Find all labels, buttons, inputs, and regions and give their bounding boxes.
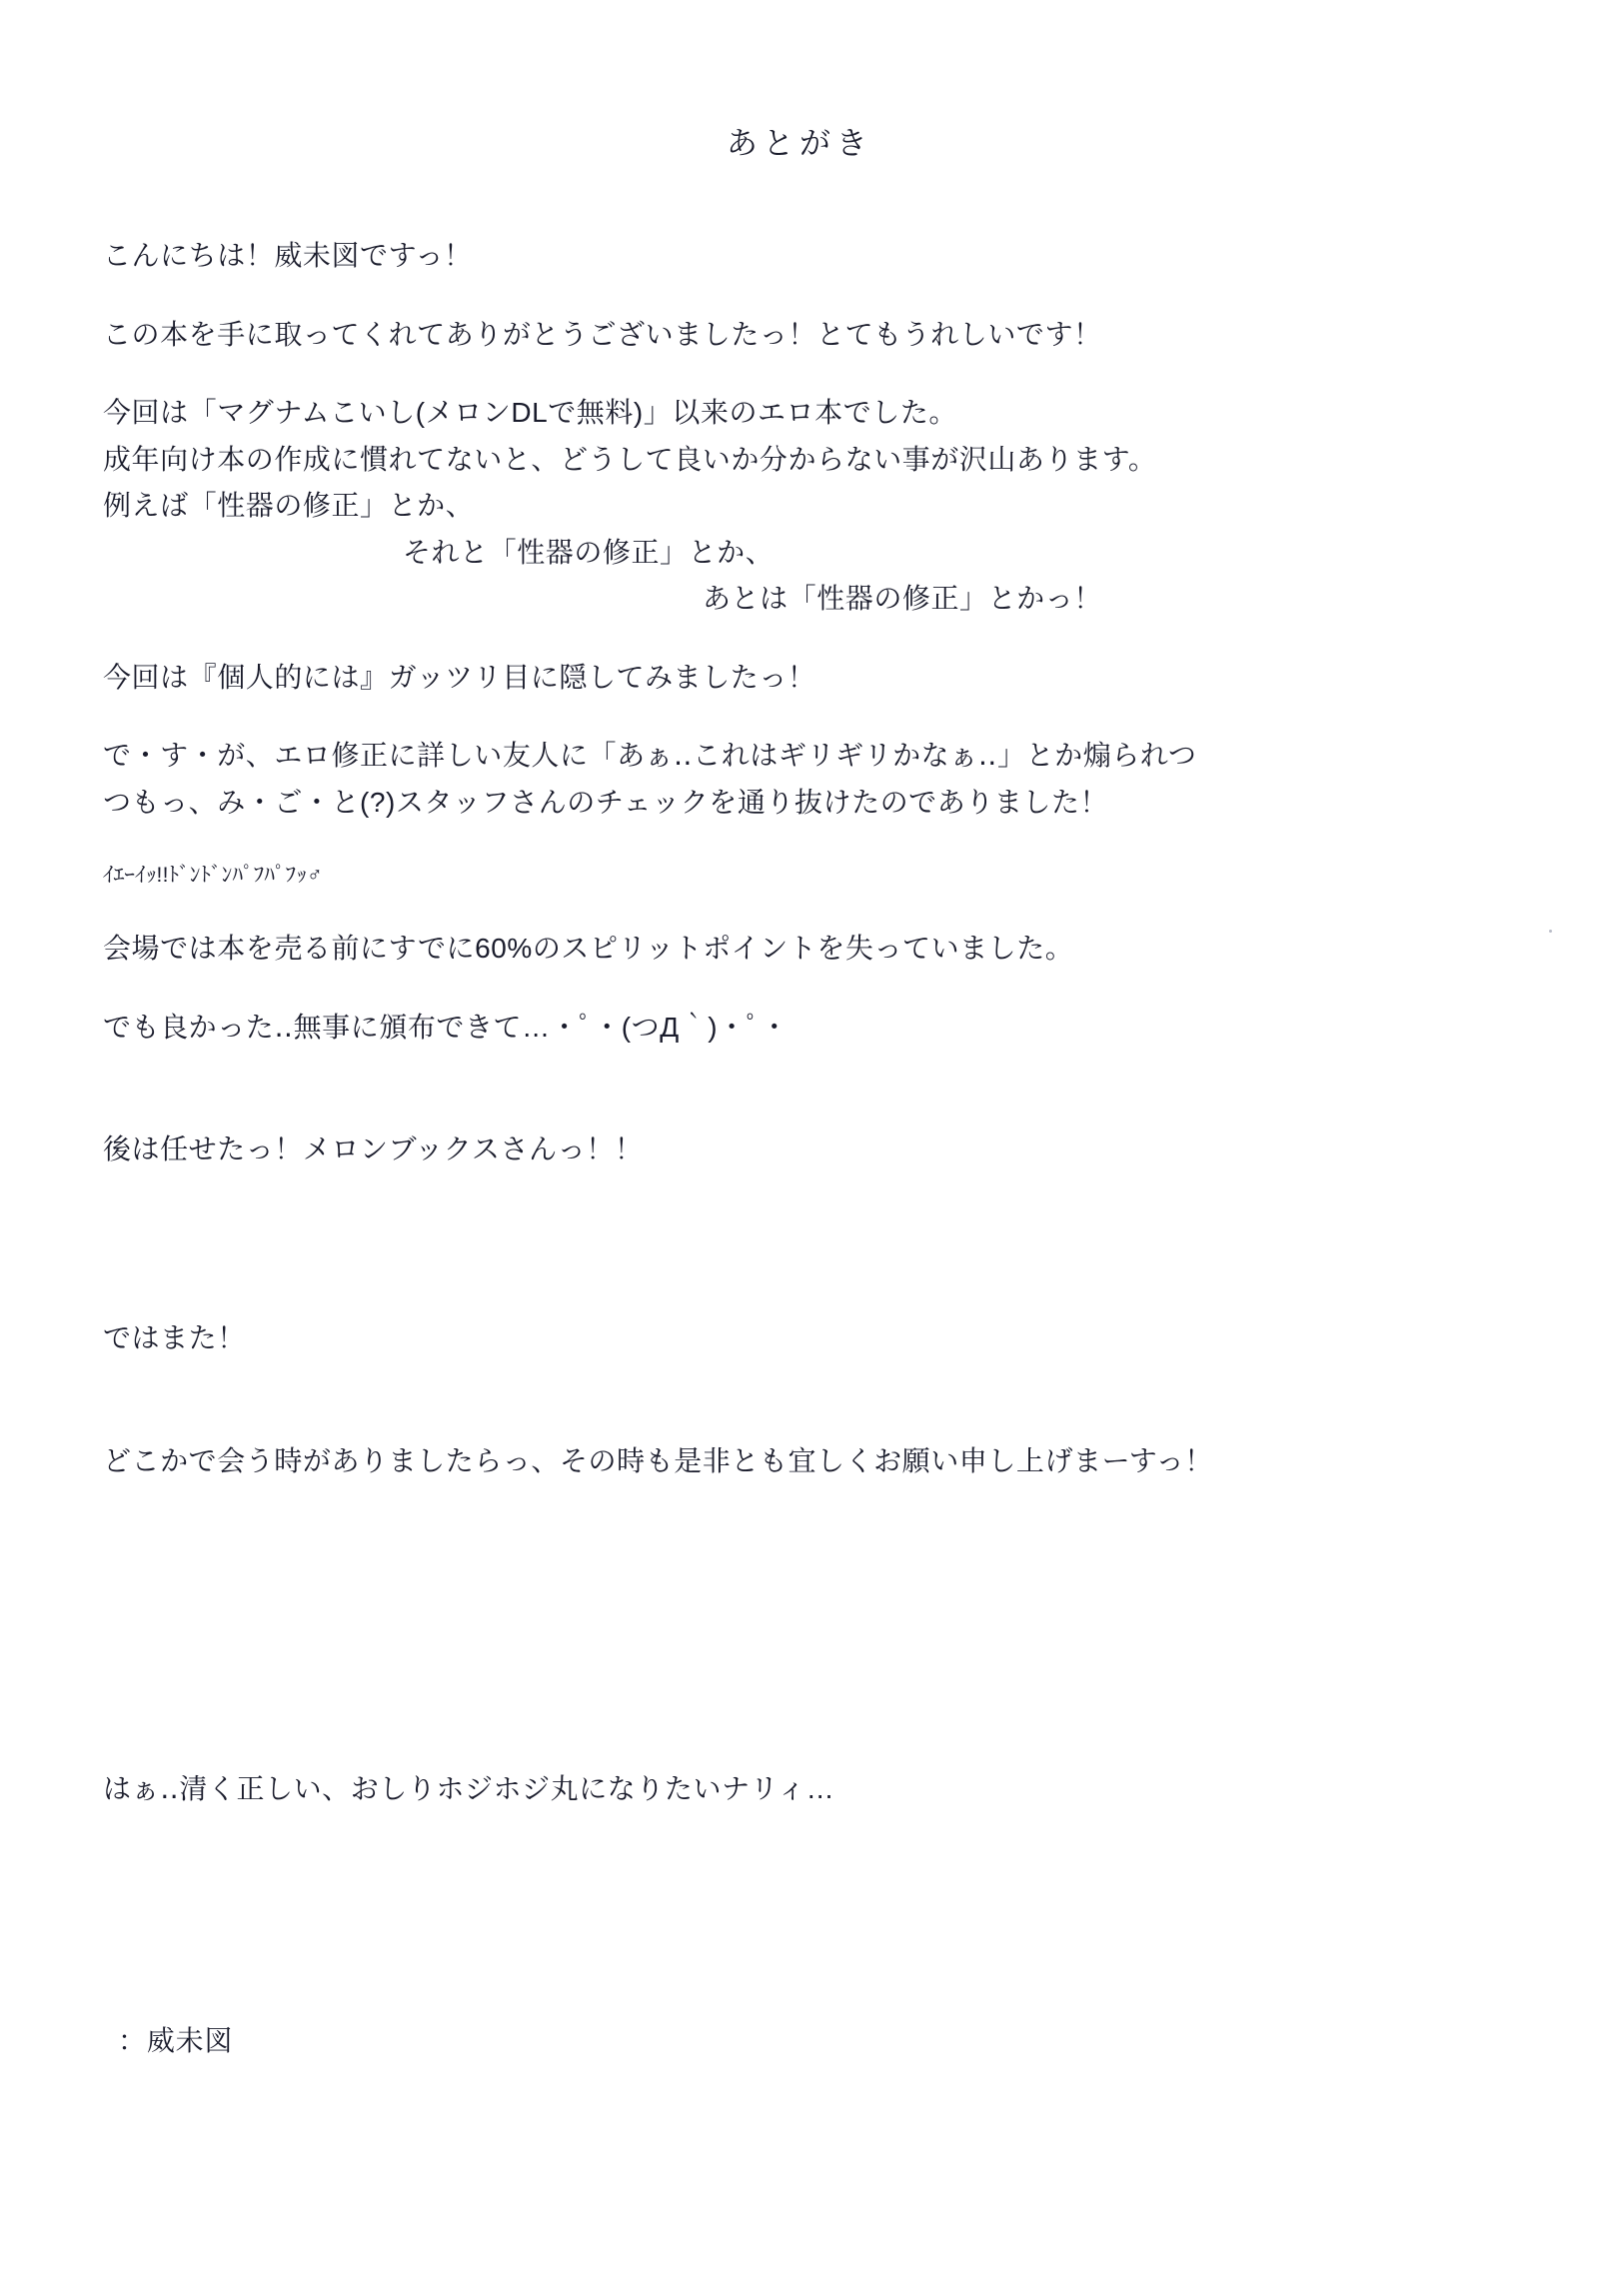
spacer-1 xyxy=(103,1085,1522,1129)
paragraph-thanks: この本を手に取ってくれてありがとうございましたっ！とてもうれしいです！ xyxy=(103,318,1102,350)
paragraph-intro-5: あとは「性器の修正」とかっ！ xyxy=(703,583,1102,615)
paragraph-intro-2: 成年向け本の作成に慣れてないと、どうして良いか分からない事が沢山あります。 xyxy=(103,443,1157,475)
paragraph-friend-1: で・す・が、エロ修正に詳しい友人に「あぁ‥これはギリギリかなぁ‥」とか煽られつ xyxy=(103,740,1197,772)
paragraph-venue: 会場では本を売る前にすでに60%のスピリットポイントを失っていました。 xyxy=(103,933,1074,965)
spacer-3 xyxy=(103,1396,1522,1440)
paragraph-personal: 今回は『個人的には』ガッツリ目に隠してみましたっ！ xyxy=(103,661,816,693)
paragraph-greeting: こんにちは！威未図ですっ！ xyxy=(103,240,473,271)
spacer-4 xyxy=(103,1518,1522,1768)
afterword-body xyxy=(103,235,1522,1847)
paragraph-closing: どこかで会う時がありましたらっ、その時も是非とも宜しくお願い申し上げまーすっ！ xyxy=(103,1444,1213,1476)
paragraph-intro-1: 今回は「マグナムこいし(メロンDLで無料)」以来のエロ本でした。 xyxy=(103,397,957,429)
paragraph-final-note: はぁ‥清く正しい、おしりホジホジ丸になりたいナリィ… xyxy=(103,1773,835,1805)
paper-speck xyxy=(1549,930,1552,933)
paragraph-kaomoji: ｲｴｰｲｯ!!ﾄﾞﾝﾄﾞﾝﾊﾟﾌﾊﾟﾌｯ♂ xyxy=(103,864,323,888)
page-title: あとがき xyxy=(726,126,873,161)
paragraph-melon: 後は任せたっ！メロンブックスさんっ！！ xyxy=(103,1134,644,1165)
paragraph-intro-4: それと「性器の修正」とか、 xyxy=(403,536,775,568)
spacer-2 xyxy=(103,1207,1522,1317)
paragraph-friend-2: つもっ、み・ご・と(?)スタッフさんのチェックを通り抜けたのでありました！ xyxy=(103,786,1109,818)
author-signature: ：威未図 xyxy=(118,2025,234,2056)
paragraph-relief: でも良かった‥無事に頒布できて…・ﾟ・(つД｀)・ﾟ・ xyxy=(103,1011,790,1043)
paragraph-farewell: ではまた！ xyxy=(103,1322,246,1354)
paragraph-intro-3: 例えば「性器の修正」とか、 xyxy=(103,490,475,522)
